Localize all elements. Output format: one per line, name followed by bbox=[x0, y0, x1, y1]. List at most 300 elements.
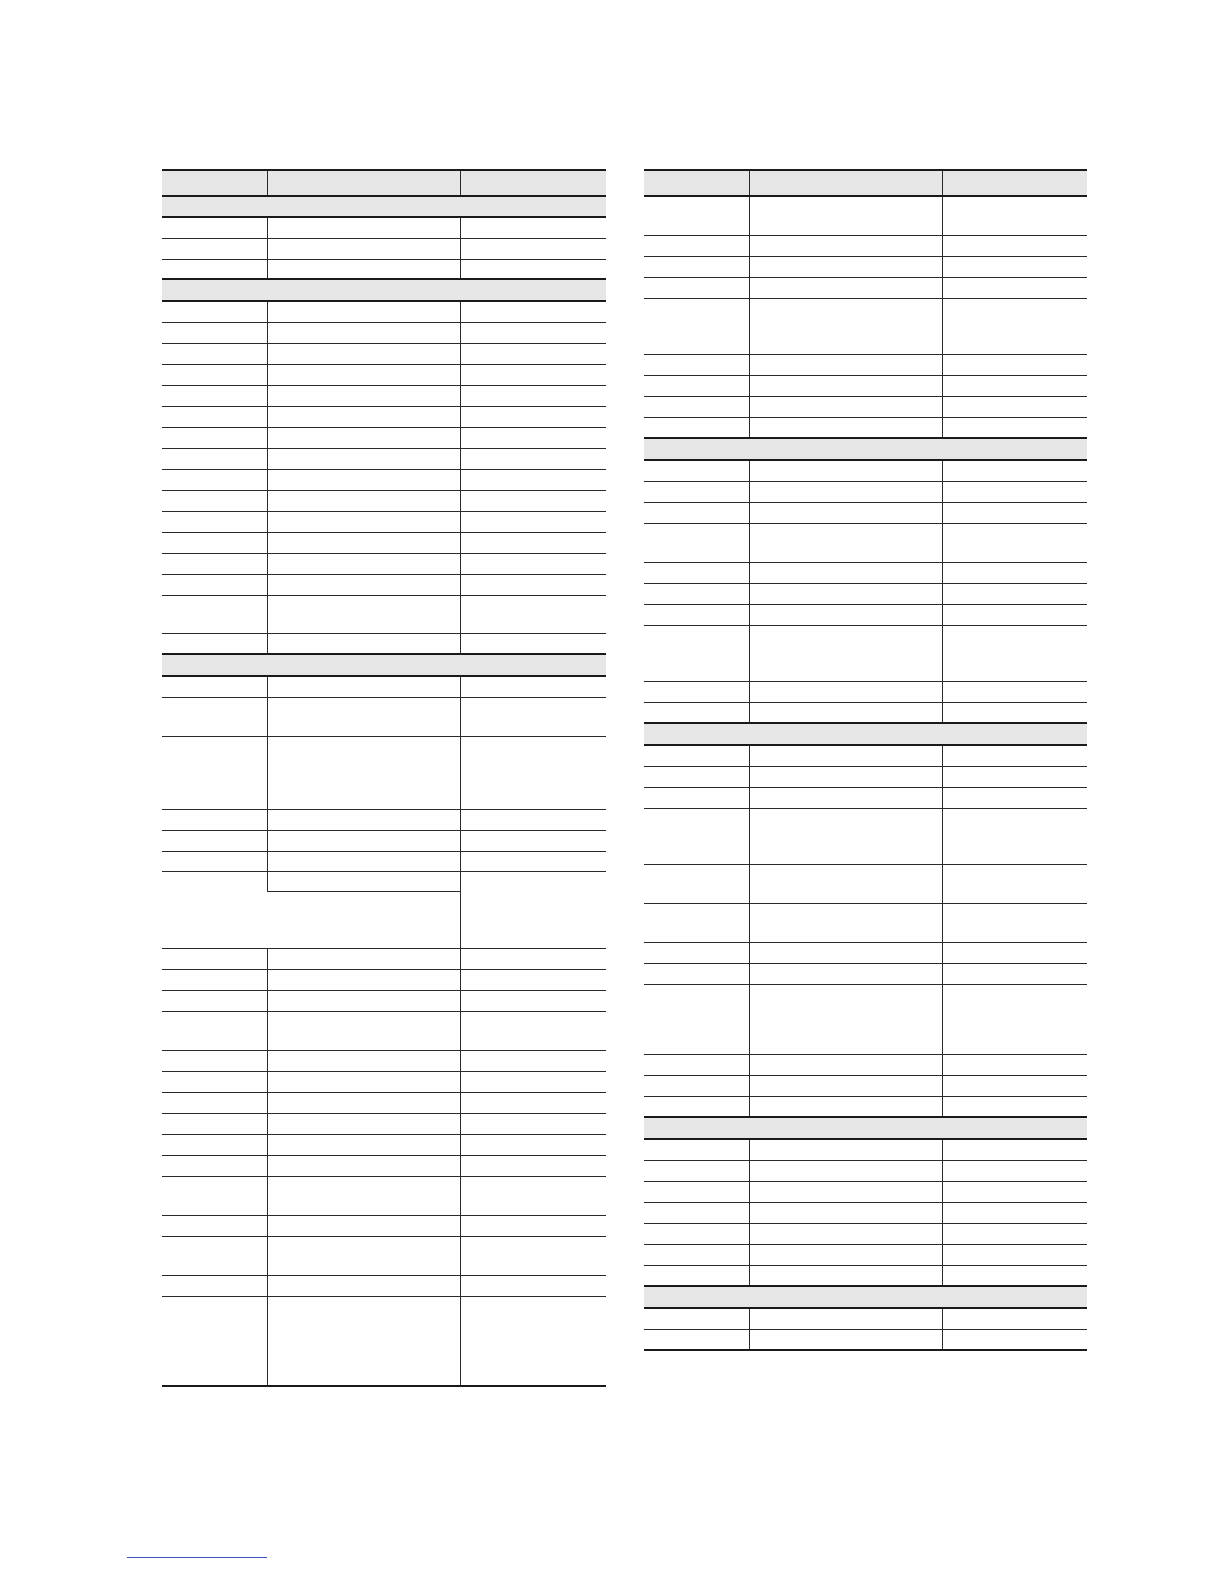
table-cell bbox=[460, 385, 606, 406]
table-row bbox=[644, 745, 1087, 766]
table-row bbox=[162, 1011, 606, 1050]
table-cell bbox=[162, 217, 267, 238]
table-cell bbox=[460, 1092, 606, 1113]
table-cell bbox=[942, 396, 1087, 417]
table-cell bbox=[162, 469, 267, 490]
table-cell bbox=[162, 1215, 267, 1236]
table-cell bbox=[267, 851, 460, 871]
header-cell bbox=[267, 170, 460, 196]
table-cell bbox=[644, 562, 749, 583]
table-row bbox=[162, 1092, 606, 1113]
table-cell bbox=[267, 990, 460, 1011]
table-cell bbox=[749, 523, 942, 562]
table-cell bbox=[644, 984, 749, 1054]
table-bottom-rule bbox=[162, 1386, 606, 1387]
table-cell bbox=[162, 851, 267, 871]
table-cell bbox=[162, 676, 267, 697]
table-cell bbox=[267, 574, 460, 595]
table-row bbox=[644, 903, 1087, 942]
table-cell bbox=[460, 830, 606, 851]
table-row bbox=[644, 1202, 1087, 1223]
table-cell bbox=[644, 1139, 749, 1160]
table-cell bbox=[749, 702, 942, 723]
table-row bbox=[162, 448, 606, 469]
section-cell bbox=[644, 1117, 1087, 1139]
table-cell bbox=[749, 460, 942, 481]
table-cell bbox=[162, 633, 267, 654]
table-row bbox=[644, 1054, 1087, 1075]
table-row bbox=[162, 490, 606, 511]
table-row bbox=[644, 235, 1087, 256]
table-row bbox=[162, 511, 606, 532]
table-cell bbox=[644, 681, 749, 702]
table-row bbox=[162, 1134, 606, 1155]
table-row bbox=[644, 604, 1087, 625]
table-cell bbox=[460, 448, 606, 469]
section-row bbox=[644, 723, 1087, 745]
table-cell bbox=[267, 385, 460, 406]
table-row bbox=[162, 676, 606, 697]
table-cell bbox=[267, 697, 460, 736]
table-cell bbox=[942, 1181, 1087, 1202]
table-cell bbox=[460, 322, 606, 343]
table-cell bbox=[162, 448, 267, 469]
table-cell bbox=[460, 1275, 606, 1296]
table-cell bbox=[942, 277, 1087, 298]
table-cell bbox=[749, 1223, 942, 1244]
table-cell bbox=[267, 830, 460, 851]
table-cell bbox=[644, 298, 749, 354]
table-row bbox=[644, 502, 1087, 523]
table-cell bbox=[162, 259, 267, 279]
table-cell bbox=[267, 871, 460, 891]
table-cell bbox=[942, 681, 1087, 702]
table-row bbox=[644, 375, 1087, 396]
table-cell bbox=[942, 963, 1087, 984]
table-cell bbox=[460, 1236, 606, 1275]
table-cell bbox=[644, 1308, 749, 1329]
table-row bbox=[644, 1096, 1087, 1117]
table-cell bbox=[644, 502, 749, 523]
table-row bbox=[644, 460, 1087, 481]
table-cell bbox=[749, 1244, 942, 1265]
table-cell bbox=[749, 864, 942, 903]
table-cell bbox=[267, 1215, 460, 1236]
table-cell bbox=[267, 1236, 460, 1275]
table-cell bbox=[644, 1329, 749, 1350]
table-cell bbox=[267, 259, 460, 279]
table-cell bbox=[644, 942, 749, 963]
table-cell bbox=[942, 1265, 1087, 1286]
table-cell bbox=[644, 1244, 749, 1265]
table-cell bbox=[460, 343, 606, 364]
table-cell bbox=[644, 375, 749, 396]
table-row bbox=[162, 871, 606, 891]
table-cell bbox=[942, 702, 1087, 723]
table-cell bbox=[644, 787, 749, 808]
table-cell bbox=[162, 871, 267, 948]
table-cell bbox=[267, 532, 460, 553]
table-cell bbox=[162, 1134, 267, 1155]
table-cell bbox=[749, 256, 942, 277]
table-row bbox=[162, 1050, 606, 1071]
table-row bbox=[644, 1160, 1087, 1181]
table-row bbox=[162, 364, 606, 385]
table-cell bbox=[942, 523, 1087, 562]
table-cell bbox=[749, 1054, 942, 1075]
table-cell bbox=[267, 809, 460, 830]
table-cell bbox=[162, 969, 267, 990]
table-cell bbox=[942, 1054, 1087, 1075]
table-row bbox=[644, 1244, 1087, 1265]
section-cell bbox=[162, 279, 606, 301]
table-row bbox=[162, 1296, 606, 1386]
table-cell bbox=[644, 625, 749, 681]
table-row bbox=[162, 851, 606, 871]
table-cell bbox=[460, 427, 606, 448]
table-row bbox=[162, 259, 606, 279]
table-cell bbox=[460, 1113, 606, 1134]
table-cell bbox=[942, 745, 1087, 766]
table-cell bbox=[749, 963, 942, 984]
table-cell bbox=[749, 417, 942, 438]
footnote-rule bbox=[127, 1557, 267, 1558]
table-cell bbox=[267, 736, 460, 809]
table-row bbox=[162, 532, 606, 553]
section-cell bbox=[644, 723, 1087, 745]
table-cell bbox=[267, 595, 460, 633]
section-cell bbox=[162, 196, 606, 217]
table-cell bbox=[749, 502, 942, 523]
section-row bbox=[162, 279, 606, 301]
table-cell bbox=[267, 217, 460, 238]
table-cell bbox=[942, 256, 1087, 277]
table-cell bbox=[942, 196, 1087, 235]
table-cell bbox=[644, 1265, 749, 1286]
table-row bbox=[162, 553, 606, 574]
table-cell bbox=[267, 553, 460, 574]
table-row bbox=[644, 396, 1087, 417]
table-cell bbox=[644, 396, 749, 417]
table-cell bbox=[162, 1113, 267, 1134]
table-row bbox=[162, 969, 606, 990]
table-cell bbox=[749, 1265, 942, 1286]
table-row bbox=[644, 963, 1087, 984]
table-cell bbox=[460, 238, 606, 259]
table-cell bbox=[267, 238, 460, 259]
table-row bbox=[162, 301, 606, 322]
table-cell bbox=[749, 298, 942, 354]
table-row bbox=[644, 354, 1087, 375]
table-cell bbox=[942, 354, 1087, 375]
table-cell bbox=[267, 469, 460, 490]
table-row bbox=[644, 298, 1087, 354]
table-cell bbox=[460, 871, 606, 948]
table-cell bbox=[162, 990, 267, 1011]
table-cell bbox=[460, 969, 606, 990]
table-row bbox=[162, 1071, 606, 1092]
table-cell bbox=[162, 364, 267, 385]
table-cell bbox=[460, 364, 606, 385]
table-cell bbox=[749, 1202, 942, 1223]
table-cell bbox=[942, 864, 1087, 903]
table-row bbox=[644, 1265, 1087, 1286]
table-cell bbox=[942, 481, 1087, 502]
table-cell bbox=[749, 942, 942, 963]
table-cell bbox=[942, 1329, 1087, 1350]
table-row bbox=[644, 984, 1087, 1054]
table-row bbox=[644, 702, 1087, 723]
table-cell bbox=[644, 702, 749, 723]
table-cell bbox=[460, 490, 606, 511]
table-cell bbox=[267, 511, 460, 532]
table-cell bbox=[644, 417, 749, 438]
section-row bbox=[644, 438, 1087, 460]
table-cell bbox=[460, 406, 606, 427]
table-cell bbox=[460, 676, 606, 697]
table-cell bbox=[267, 891, 460, 948]
table-cell bbox=[749, 375, 942, 396]
table-cell bbox=[942, 625, 1087, 681]
table-row bbox=[162, 697, 606, 736]
table-cell bbox=[749, 396, 942, 417]
table-cell bbox=[460, 633, 606, 654]
header-cell bbox=[644, 170, 749, 196]
header-cell bbox=[749, 170, 942, 196]
header-cell bbox=[942, 170, 1087, 196]
table-cell bbox=[162, 595, 267, 633]
table-row bbox=[644, 766, 1087, 787]
table-cell bbox=[749, 808, 942, 864]
section-row bbox=[644, 1286, 1087, 1308]
table-row bbox=[162, 809, 606, 830]
table-row bbox=[162, 1176, 606, 1215]
table-cell bbox=[162, 1011, 267, 1050]
table-row bbox=[162, 217, 606, 238]
table-cell bbox=[460, 532, 606, 553]
table-row bbox=[644, 1075, 1087, 1096]
table-cell bbox=[942, 298, 1087, 354]
table-cell bbox=[267, 1092, 460, 1113]
table-cell bbox=[460, 1071, 606, 1092]
table-cell bbox=[267, 948, 460, 969]
table-cell bbox=[460, 595, 606, 633]
table-row bbox=[644, 1223, 1087, 1244]
table-cell bbox=[749, 481, 942, 502]
table-cell bbox=[267, 1275, 460, 1296]
table-cell bbox=[460, 574, 606, 595]
table-row bbox=[162, 830, 606, 851]
table-cell bbox=[942, 903, 1087, 942]
table-row bbox=[644, 523, 1087, 562]
table-cell bbox=[749, 235, 942, 256]
table-cell bbox=[942, 375, 1087, 396]
table-cell bbox=[644, 1223, 749, 1244]
table-cell bbox=[644, 903, 749, 942]
table-cell bbox=[162, 532, 267, 553]
table-cell bbox=[162, 238, 267, 259]
table-cell bbox=[644, 745, 749, 766]
table-cell bbox=[644, 481, 749, 502]
table-cell bbox=[267, 1155, 460, 1176]
table-cell bbox=[644, 604, 749, 625]
table-cell bbox=[644, 460, 749, 481]
table-cell bbox=[267, 448, 460, 469]
table-cell bbox=[749, 277, 942, 298]
table-row bbox=[644, 1329, 1087, 1350]
table-cell bbox=[162, 1092, 267, 1113]
table-row bbox=[644, 481, 1087, 502]
table-cell bbox=[162, 830, 267, 851]
table-row bbox=[162, 343, 606, 364]
table-cell bbox=[460, 1155, 606, 1176]
table-cell bbox=[267, 676, 460, 697]
table-cell bbox=[460, 1134, 606, 1155]
table-cell bbox=[460, 990, 606, 1011]
table-cell bbox=[267, 1011, 460, 1050]
table-header-row bbox=[644, 170, 1087, 196]
table-cell bbox=[644, 766, 749, 787]
table-row bbox=[162, 1236, 606, 1275]
table-cell bbox=[460, 948, 606, 969]
table-cell bbox=[749, 562, 942, 583]
table-row bbox=[644, 562, 1087, 583]
table-cell bbox=[267, 1296, 460, 1386]
header-cell bbox=[162, 170, 267, 196]
table-cell bbox=[749, 681, 942, 702]
table-cell bbox=[267, 633, 460, 654]
table-bottom-rule bbox=[644, 1350, 1087, 1351]
table-cell bbox=[162, 406, 267, 427]
table-cell bbox=[749, 583, 942, 604]
table-cell bbox=[644, 1054, 749, 1075]
section-cell bbox=[644, 438, 1087, 460]
table-cell bbox=[162, 427, 267, 448]
table-cell bbox=[460, 1176, 606, 1215]
table-row bbox=[644, 417, 1087, 438]
table-cell bbox=[644, 354, 749, 375]
table-cell bbox=[460, 1011, 606, 1050]
table-cell bbox=[460, 553, 606, 574]
table-cell bbox=[162, 511, 267, 532]
table-cell bbox=[460, 736, 606, 809]
table-row bbox=[162, 469, 606, 490]
section-row bbox=[162, 196, 606, 217]
table-cell bbox=[749, 787, 942, 808]
table-cell bbox=[749, 1308, 942, 1329]
table-cell bbox=[644, 196, 749, 235]
table-cell bbox=[749, 1181, 942, 1202]
table-cell bbox=[942, 787, 1087, 808]
table-row bbox=[162, 385, 606, 406]
table-row bbox=[644, 277, 1087, 298]
table-cell bbox=[162, 697, 267, 736]
table-cell bbox=[460, 301, 606, 322]
table-cell bbox=[644, 1202, 749, 1223]
table-cell bbox=[162, 1275, 267, 1296]
table-cell bbox=[460, 511, 606, 532]
table-cell bbox=[162, 385, 267, 406]
table-row bbox=[644, 1181, 1087, 1202]
table-cell bbox=[644, 963, 749, 984]
table-row bbox=[644, 864, 1087, 903]
table-row bbox=[162, 736, 606, 809]
table-cell bbox=[460, 217, 606, 238]
table-cell bbox=[644, 1160, 749, 1181]
table-row bbox=[162, 1155, 606, 1176]
table-row bbox=[644, 583, 1087, 604]
table-cell bbox=[749, 1075, 942, 1096]
table-row bbox=[162, 990, 606, 1011]
table-cell bbox=[942, 942, 1087, 963]
table-cell bbox=[749, 745, 942, 766]
table-cell bbox=[644, 235, 749, 256]
table-row bbox=[644, 787, 1087, 808]
table-row bbox=[162, 427, 606, 448]
table-cell bbox=[267, 969, 460, 990]
table-cell bbox=[267, 427, 460, 448]
table-cell bbox=[460, 697, 606, 736]
table-cell bbox=[644, 277, 749, 298]
table-cell bbox=[942, 1202, 1087, 1223]
table-row bbox=[162, 1275, 606, 1296]
table-cell bbox=[162, 553, 267, 574]
table-cell bbox=[162, 1071, 267, 1092]
table-cell bbox=[162, 809, 267, 830]
table-cell bbox=[749, 354, 942, 375]
table-cell bbox=[644, 256, 749, 277]
table-cell bbox=[749, 1329, 942, 1350]
table-cell bbox=[942, 808, 1087, 864]
table-cell bbox=[267, 364, 460, 385]
table-cell bbox=[942, 1244, 1087, 1265]
section-cell bbox=[644, 1286, 1087, 1308]
table-cell bbox=[749, 903, 942, 942]
table-row bbox=[162, 595, 606, 633]
table-row bbox=[644, 1139, 1087, 1160]
table-cell bbox=[942, 417, 1087, 438]
table-cell bbox=[162, 1050, 267, 1071]
table-row bbox=[644, 942, 1087, 963]
table-cell bbox=[942, 1139, 1087, 1160]
table-cell bbox=[942, 766, 1087, 787]
table-cell bbox=[162, 574, 267, 595]
table-cell bbox=[644, 864, 749, 903]
table-cell bbox=[644, 1181, 749, 1202]
table-cell bbox=[460, 1050, 606, 1071]
table-cell bbox=[267, 343, 460, 364]
table-cell bbox=[267, 301, 460, 322]
table-cell bbox=[162, 1296, 267, 1386]
table-cell bbox=[942, 502, 1087, 523]
table-row bbox=[162, 574, 606, 595]
table-cell bbox=[942, 1308, 1087, 1329]
table-row bbox=[162, 1113, 606, 1134]
table-cell bbox=[460, 259, 606, 279]
table-cell bbox=[644, 523, 749, 562]
table-row bbox=[644, 1308, 1087, 1329]
table-cell bbox=[162, 1236, 267, 1275]
table-cell bbox=[460, 1215, 606, 1236]
table-cell bbox=[162, 343, 267, 364]
table-cell bbox=[749, 196, 942, 235]
table-cell bbox=[749, 1160, 942, 1181]
table-cell bbox=[749, 1139, 942, 1160]
table-cell bbox=[267, 1050, 460, 1071]
table-cell bbox=[942, 1160, 1087, 1181]
table-cell bbox=[942, 984, 1087, 1054]
table-cell bbox=[267, 406, 460, 427]
